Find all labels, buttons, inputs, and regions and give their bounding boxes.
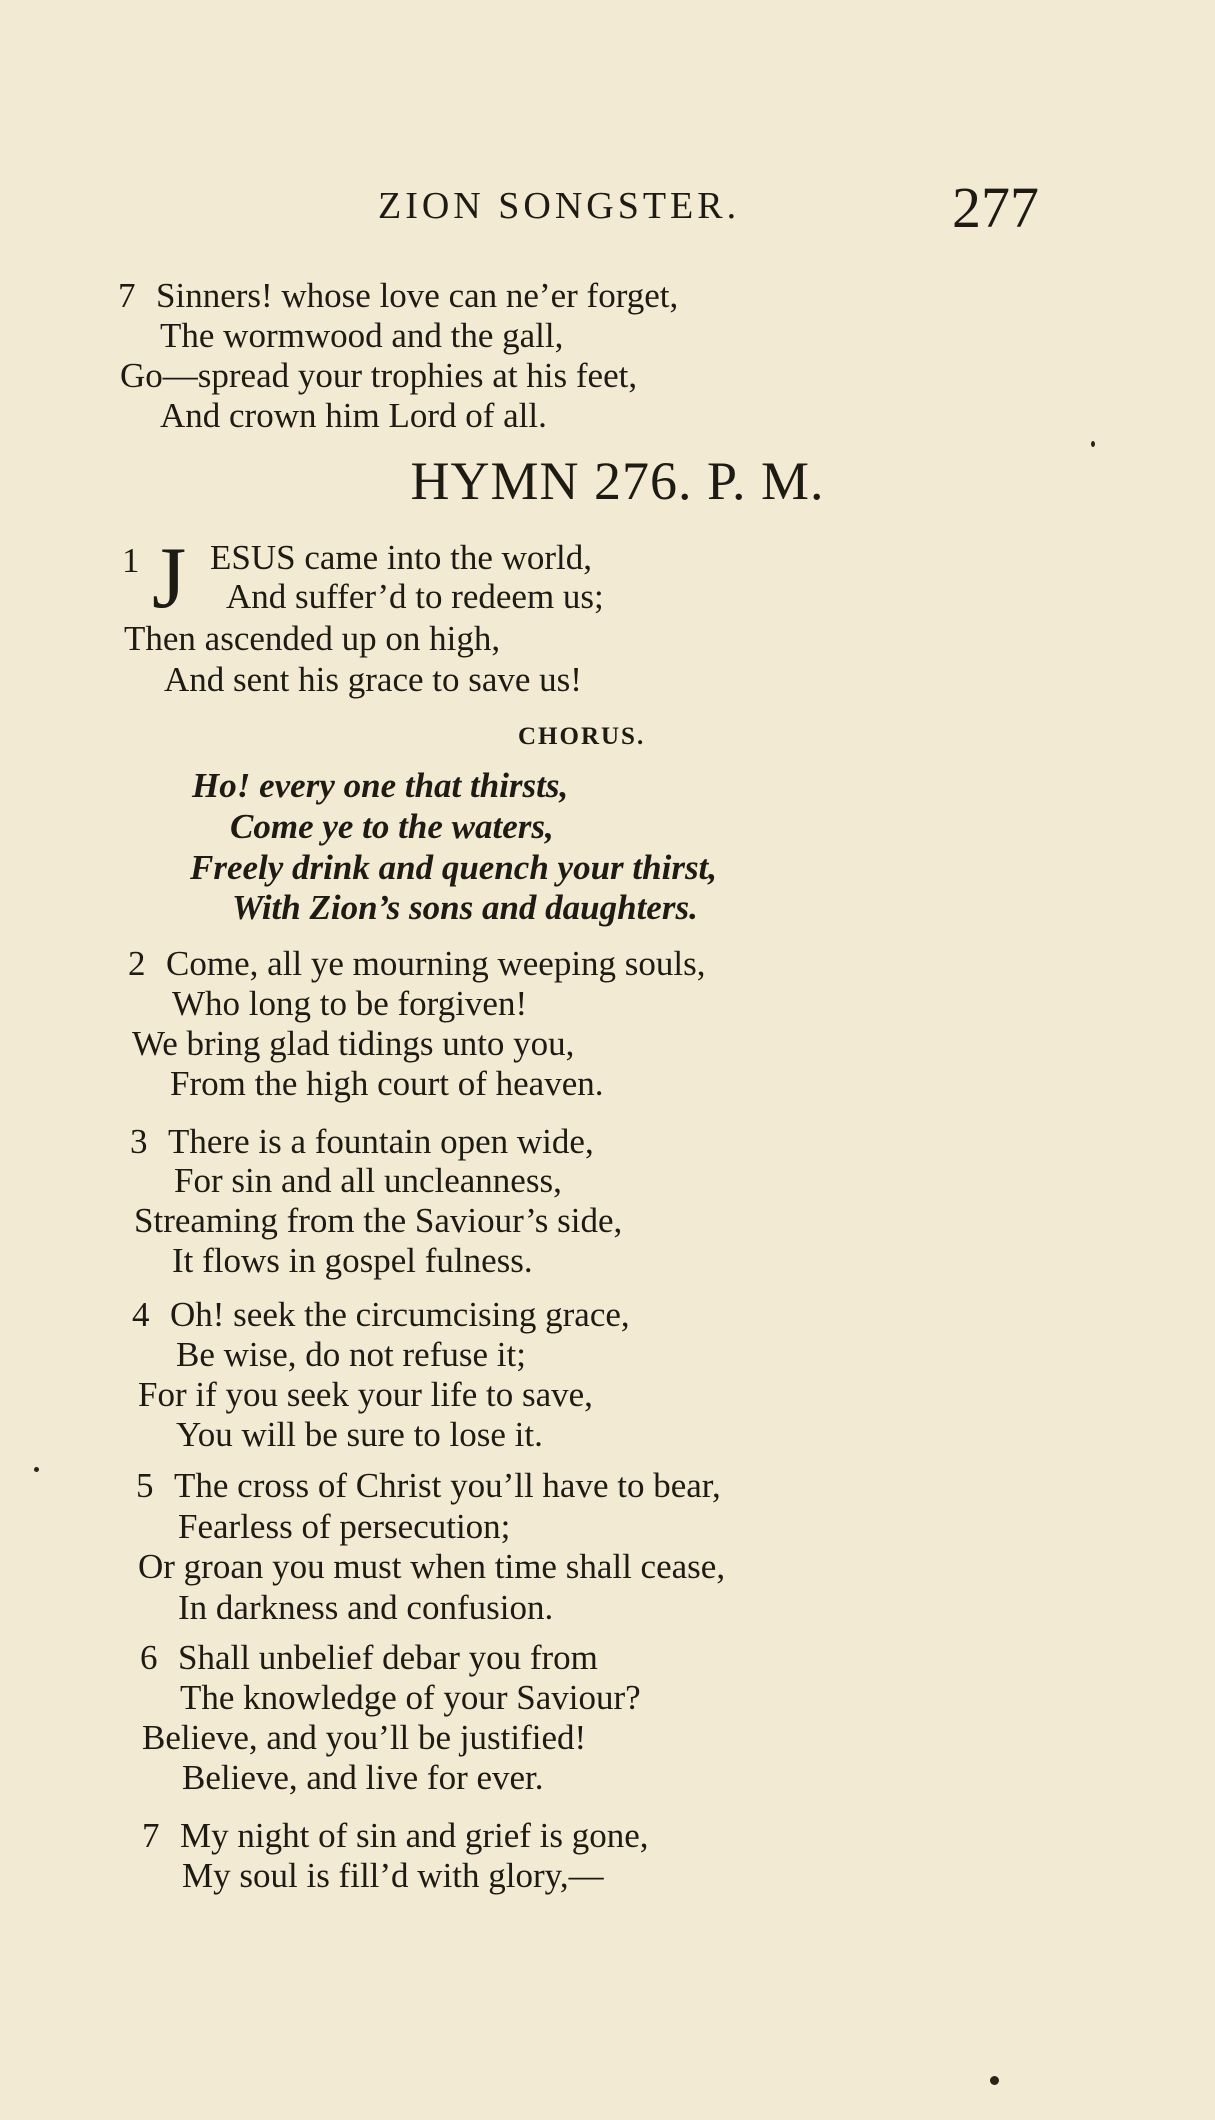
verse-line: Come, all ye mourning weeping souls, bbox=[166, 944, 706, 983]
verse-line: There is a fountain open wide, bbox=[168, 1122, 594, 1161]
verse-number: 3 bbox=[130, 1122, 148, 1161]
verse-line: The wormwood and the gall, bbox=[160, 316, 564, 355]
verse-line: It flows in gospel fulness. bbox=[172, 1241, 533, 1280]
ink-speck bbox=[34, 1467, 39, 1472]
verse-line: Believe, and live for ever. bbox=[182, 1758, 544, 1797]
verse-number: 7 bbox=[118, 276, 136, 315]
chorus-line: Come ye to the waters, bbox=[230, 807, 554, 846]
verse-number: 1 bbox=[122, 541, 140, 580]
verse-line: My soul is fill’d with glory,— bbox=[182, 1856, 604, 1895]
verse-line: Or groan you must when time shall cease, bbox=[138, 1547, 726, 1586]
verse-line: Then ascended up on high, bbox=[124, 619, 501, 658]
ink-speck bbox=[1091, 441, 1095, 447]
chorus-line: With Zion’s sons and daughters. bbox=[232, 888, 698, 927]
verse-number: 5 bbox=[136, 1466, 154, 1505]
verse-line: You will be sure to lose it. bbox=[176, 1415, 543, 1454]
verse-line: Who long to be forgiven! bbox=[172, 984, 528, 1023]
verse-line: And suffer’d to redeem us; bbox=[226, 577, 604, 616]
running-title: ZION SONGSTER. bbox=[378, 185, 741, 227]
chorus-label: CHORUS. bbox=[518, 723, 646, 750]
verse-line: For if you seek your life to save, bbox=[138, 1375, 593, 1414]
running-head bbox=[0, 175, 1215, 240]
verse-number: 7 bbox=[142, 1816, 160, 1855]
verse-line: Go—spread your trophies at his feet, bbox=[120, 356, 638, 395]
verse-line: Oh! seek the circumcising grace, bbox=[170, 1295, 630, 1334]
hymn-heading: HYMN 276. P. M. bbox=[410, 451, 825, 511]
verse-line: Streaming from the Saviour’s side, bbox=[134, 1201, 623, 1240]
verse-line: We bring glad tidings unto you, bbox=[132, 1024, 575, 1063]
verse-line: And sent his grace to save us! bbox=[164, 660, 582, 699]
verse-line: The knowledge of your Saviour? bbox=[180, 1678, 641, 1717]
verse-line: My night of sin and grief is gone, bbox=[180, 1816, 649, 1855]
verse-line: Sinners! whose love can ne’er forget, bbox=[156, 276, 679, 315]
verse-line: And crown him Lord of all. bbox=[160, 396, 547, 435]
verse-line: The cross of Christ you’ll have to bear, bbox=[174, 1466, 721, 1505]
verse-line: Be wise, do not refuse it; bbox=[176, 1335, 526, 1374]
ink-speck bbox=[990, 2076, 999, 2085]
verse-line: ESUS came into the world, bbox=[210, 538, 593, 577]
verse-line: Shall unbelief debar you from bbox=[178, 1638, 598, 1677]
verse-number: 4 bbox=[132, 1295, 150, 1334]
verse-line: Believe, and you’ll be justified! bbox=[142, 1718, 587, 1757]
chorus-line: Freely drink and quench your thirst, bbox=[190, 848, 718, 887]
verse-number: 6 bbox=[140, 1638, 158, 1677]
verse-line: From the high court of heaven. bbox=[170, 1064, 604, 1103]
verse-number: 2 bbox=[128, 944, 146, 983]
verse-line: For sin and all uncleanness, bbox=[174, 1161, 562, 1200]
chorus-line: Ho! every one that thirsts, bbox=[192, 766, 569, 805]
verse-line: In darkness and confusion. bbox=[178, 1588, 554, 1627]
verse-line: Fearless of persecution; bbox=[178, 1507, 511, 1546]
drop-cap: J bbox=[152, 530, 187, 627]
page-number: 277 bbox=[952, 175, 1039, 240]
